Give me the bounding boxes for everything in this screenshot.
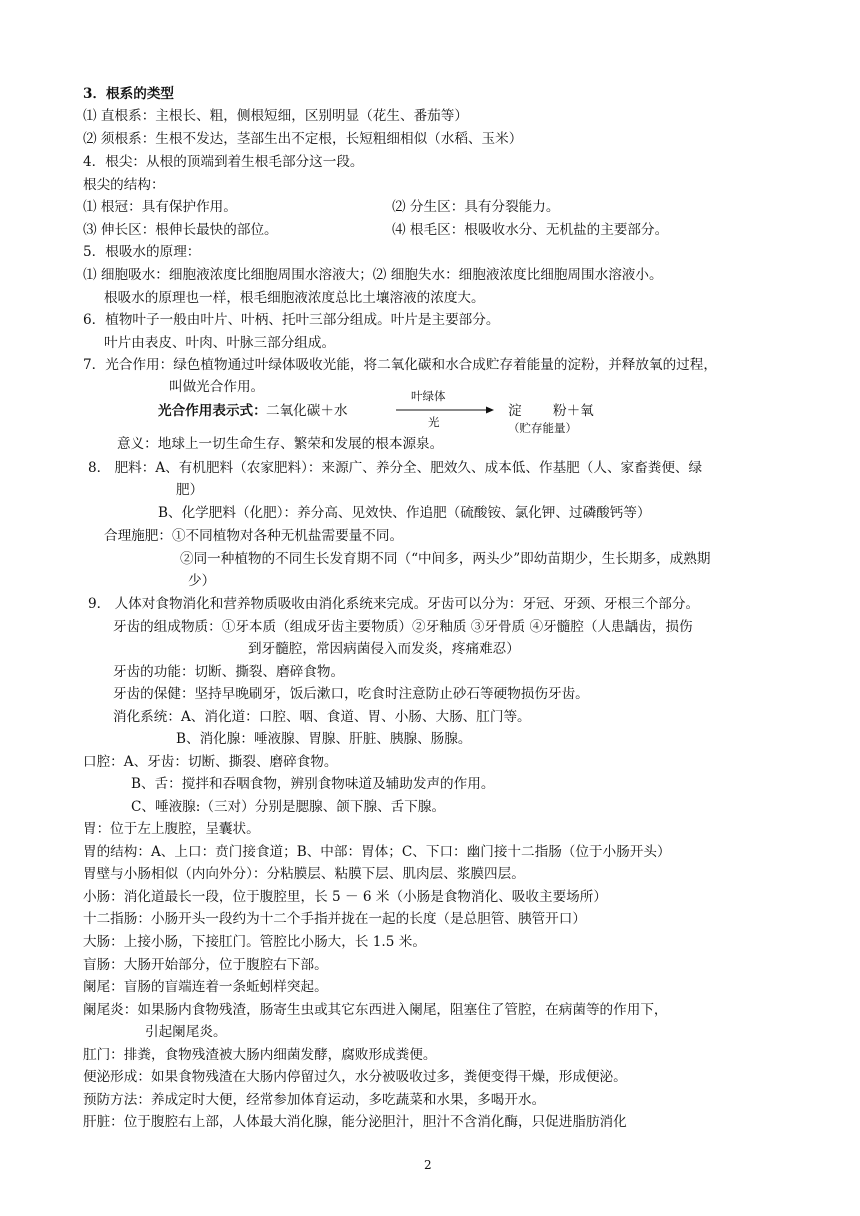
- text-root-tip: 4．根尖：从根的顶端到着生根毛部分这一段。: [83, 154, 364, 170]
- text-elongation-zone: ⑶ 伸长区：根伸长最快的部位。: [83, 222, 278, 238]
- text-rational-fertilization: 合理施肥：①不同植物对各种无机盐需要量不同。: [104, 528, 404, 544]
- text-significance: 意义：地球上一切生命生存、繁荣和发展的根本源泉。: [117, 436, 444, 452]
- text-mouth-salivary: C、唾液腺:（三对）分别是腮腺、颌下腺、舌下腺。: [131, 799, 446, 815]
- text-meristem: ⑵ 分生区：具有分裂能力。: [392, 199, 560, 215]
- text-root-principle: 根吸水的原理也一样，根毛细胞液浓度总比土壤溶液的浓度大。: [104, 290, 485, 306]
- text-digestive-tract: 消化系统：A、消化道：口腔、咽、食道、胃、小肠、大肠、肛门等。: [113, 709, 531, 725]
- text-tooth-composition: 牙齿的组成物质：①牙本质（组成牙齿主要物质）②牙釉质 ③牙骨质 ④牙髓腔（人患龋齿，损伤: [113, 619, 693, 635]
- text-photosynthesis: 7．光合作用：绿色植物通过叶绿体吸收光能，将二氧化碳和水合成贮存着能量的淀粉，并释放氧的过程，: [83, 357, 717, 373]
- text-stomach-wall: 胃壁与小肠相似（内向外分）：分粘膜层、粘膜下层、肌肉层、浆膜四层。: [83, 866, 525, 882]
- photosynthesis-formula: [158, 388, 618, 436]
- text-cecum: 盲肠：大肠开始部分，位于腹腔右下部。: [83, 957, 328, 973]
- formula-label: 光合作用表示式：: [158, 403, 267, 419]
- text-duodenum: 十二指肠：小肠开头一段约为十二个手指并拢在一起的长度（是总胆管、胰管开口）: [83, 911, 586, 927]
- text-cell-absorption: ⑴ 细胞吸水：细胞液浓度比细胞周围水溶液大；⑵ 细胞失水：细胞液浓度比细胞周围水溶液小。: [83, 267, 663, 283]
- text-leaf-parts: 6．植物叶子一般由叶片、叶柄、托叶三部分组成。叶片是主要部分。: [83, 312, 500, 328]
- text-fertilizer-organic: 8． 肥料：A、有机肥料（农家肥料）：来源广、养分全、肥效久、成本低、作基肥（人、家畜粪便、绿: [88, 460, 703, 476]
- heading-root-types: 3．根系的类型: [83, 86, 175, 102]
- text-fibrous-root: ⑵ 须根系：生根不发达，茎部生出不定根，长短粗细相似（水稻、玉米）: [83, 131, 523, 147]
- text-root-hair-zone: ⑷ 根毛区：根吸收水分、无机盐的主要部分。: [392, 222, 669, 238]
- page-number: 2: [424, 1158, 432, 1172]
- text-large-intestine: 大肠：上接小肠，下接肛门。管腔比小肠大，长 1.5 米。: [83, 934, 426, 950]
- formula-product-starch-a: 淀: [508, 403, 522, 419]
- text-digestion-teeth: 9． 人体对食物消化和营养物质吸收由消化系统来完成。牙齿可以分为：牙冠、牙颈、牙根三个部分。: [88, 596, 700, 612]
- text-fertilizer-organic-cont: 肥）: [176, 482, 204, 498]
- text-taproot: ⑴ 直根系：主根长、粗，侧根短细，区别明显（花生、番茄等）: [83, 108, 468, 124]
- text-tooth-care: 牙齿的保健：坚持早晚刷牙，饭后漱口，吃食时注意防止砂石等硬物损伤牙齿。: [113, 686, 589, 702]
- reaction-arrow-icon: [396, 406, 494, 414]
- text-appendicitis: 阑尾炎：如果肠内食物残渣，肠寄生虫或其它东西进入阑尾，阻塞住了管腔，在病菌等的作用下，: [83, 1002, 668, 1018]
- text-rational-fertilization-2-cont: 少）: [188, 573, 216, 589]
- text-liver: 肝脏：位于腹腔右上部，人体最大消化腺，能分泌胆汁，胆汁不含消化酶，只促进脂肪消化: [83, 1114, 627, 1130]
- text-root-cap: ⑴ 根冠：具有保护作用。: [83, 199, 237, 215]
- text-tooth-composition-cont: 到牙髓腔，常因病菌侵入而发炎，疼痛难忍）: [248, 641, 520, 657]
- text-constipation: 便泌形成：如果食物残渣在大肠内停留过久，水分被吸收过多，粪便变得干燥，形成便泌。: [83, 1069, 627, 1085]
- text-stomach: 胃：位于左上腹腔，呈囊状。: [83, 821, 260, 837]
- text-photosynthesis-cont: 叫做光合作用。: [169, 379, 265, 395]
- text-anus: 肛门：排粪，食物残渣被大肠内细菌发酵，腐败形成粪便。: [83, 1047, 437, 1063]
- formula-product-starch-b: 粉＋氧: [553, 403, 594, 419]
- text-prevention: 预防方法：养成定时大便，经常参加体育运动，多吃蔬菜和水果，多喝开水。: [83, 1092, 546, 1108]
- text-digestive-glands: B、消化腺：唾液腺、胃腺、肝脏、胰腺、肠腺。: [176, 731, 472, 747]
- text-mouth-tongue: B、舌：搅拌和吞咽食物，辨别食物味道及辅助发声的作用。: [131, 776, 495, 792]
- text-fertilizer-chemical: B、化学肥料（化肥）：养分高、见效快、作追肥（硫酸铵、氯化钾、过磷酸钙等）: [158, 505, 651, 521]
- formula-condition-above: 叶绿体: [411, 389, 446, 403]
- formula-condition-below: 光: [428, 415, 440, 429]
- text-water-absorption-heading: 5．根吸水的原理：: [83, 244, 201, 260]
- text-appendix: 阑尾：盲肠的盲端连着一条蚯蚓样突起。: [83, 979, 328, 995]
- text-tooth-function: 牙齿的功能：切断、撕裂、磨碎食物。: [113, 664, 345, 680]
- text-small-intestine: 小肠：消化道最长一段，位于腹腔里，长 5 － 6 米（小肠是食物消化、吸收主要场所）: [83, 889, 607, 905]
- text-root-tip-structure: 根尖的结构：: [83, 177, 165, 193]
- text-appendicitis-cont: 引起阑尾炎。: [145, 1024, 227, 1040]
- formula-reactants: 二氧化碳＋水: [266, 403, 348, 419]
- formula-note: （贮存能量）: [508, 421, 577, 435]
- text-rational-fertilization-2: ②同一种植物的不同生长发育期不同（“中间多，两头少”即幼苗期少，生长期多，成熟期: [180, 551, 711, 567]
- text-leaf-blade: 叶片由表皮、叶肉、叶脉三部分组成。: [104, 335, 336, 351]
- text-mouth-teeth: 口腔：A、牙齿：切断、撕裂、磨碎食物。: [83, 754, 338, 770]
- text-stomach-structure: 胃的结构：A、上口：贲门接食道；B、中部：胃体；C、下口：幽门接十二指肠（位于小肠开头）: [83, 844, 671, 860]
